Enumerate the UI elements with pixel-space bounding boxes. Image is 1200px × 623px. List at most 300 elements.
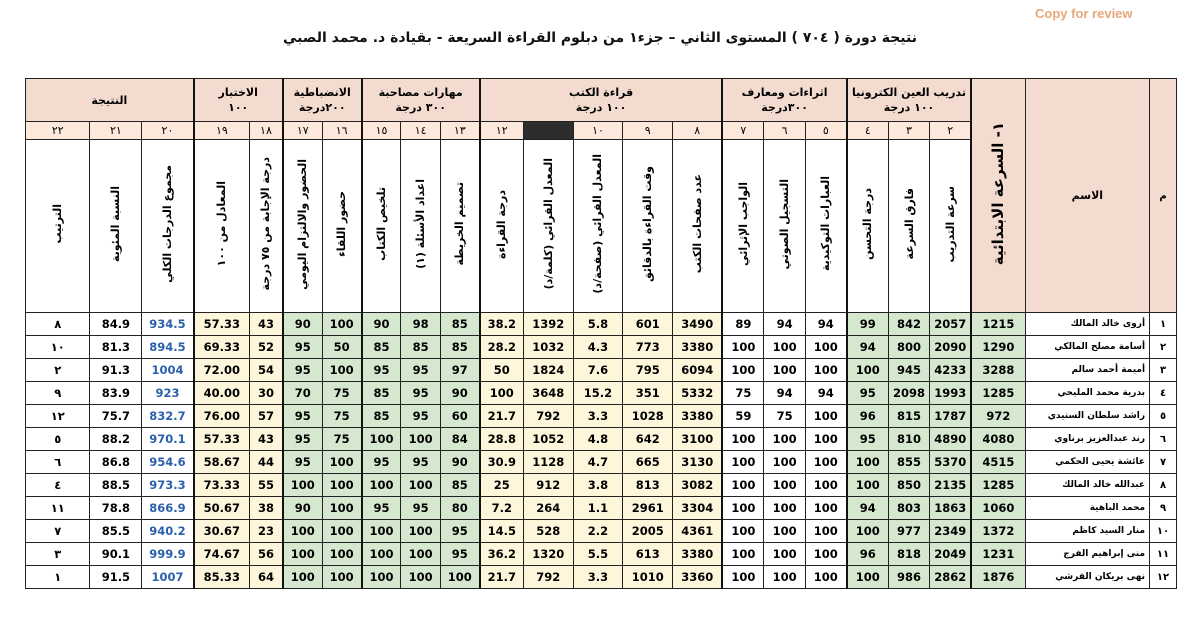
cell-pages: 3360 xyxy=(673,566,723,589)
header-affirmations: العبارات التوكيدية xyxy=(805,140,846,313)
cell-total: 1007 xyxy=(142,566,194,589)
cell-answer-score: 43 xyxy=(250,313,283,336)
cell-meeting: 100 xyxy=(322,543,361,566)
col-number: ٥ xyxy=(805,122,846,140)
col-number: ١٢ xyxy=(480,122,524,140)
cell-pages: 5332 xyxy=(673,382,723,405)
cell-answer-score: 57 xyxy=(250,405,283,428)
cell-index: ١٠ xyxy=(1150,520,1177,543)
cell-questions: 95 xyxy=(401,405,440,428)
cell-map-design: 95 xyxy=(440,520,479,543)
cell-rate-words: 1128 xyxy=(523,451,573,474)
cell-reading-score: 7.2 xyxy=(480,497,524,520)
table-row xyxy=(26,313,1177,336)
cell-pages: 3380 xyxy=(673,336,723,359)
cell-rate-words: 1032 xyxy=(523,336,573,359)
cell-rank: ١ xyxy=(26,566,90,589)
table-row xyxy=(26,474,1177,497)
cell-equivalent: 72.00 xyxy=(194,359,250,382)
cell-reading-time: 773 xyxy=(623,336,673,359)
cell-pages: 3380 xyxy=(673,405,723,428)
cell-enrich-task: 100 xyxy=(722,497,763,520)
cell-improvement: 100 xyxy=(847,520,888,543)
header-pages: عدد صفحات الكتب xyxy=(673,140,723,313)
header-reading-score: درجة القراءة xyxy=(480,140,524,313)
cell-name: منار السيد كاظم xyxy=(1025,520,1149,543)
cell-meeting: 100 xyxy=(322,566,361,589)
cell-percent: 90.1 xyxy=(90,543,142,566)
cell-affirmations: 100 xyxy=(805,566,846,589)
cell-rate-pages: 3.3 xyxy=(573,566,623,589)
cell-map-design: 100 xyxy=(440,566,479,589)
cell-total: 973.3 xyxy=(142,474,194,497)
header-map-design: تصميم الخريطة xyxy=(440,140,479,313)
header-questions: اعداد الأسئلة (١) xyxy=(401,140,440,313)
cell-reading-score: 28.8 xyxy=(480,428,524,451)
header-enrich-task: الواجب الإثرائي xyxy=(722,140,763,313)
cell-reading-score: 36.2 xyxy=(480,543,524,566)
cell-meeting: 100 xyxy=(322,451,361,474)
cell-improvement: 96 xyxy=(847,543,888,566)
cell-training-speed: 1787 xyxy=(930,405,971,428)
cell-pages: 3082 xyxy=(673,474,723,497)
cell-map-design: 90 xyxy=(440,451,479,474)
cell-enrich-task: 59 xyxy=(722,405,763,428)
header-answer-score: درجة الإجابة من ٧٥ درجة xyxy=(250,140,283,313)
cell-questions: 100 xyxy=(401,474,440,497)
cell-daily: 100 xyxy=(283,520,322,543)
cell-audio: 100 xyxy=(764,451,805,474)
cell-training-speed: 4890 xyxy=(930,428,971,451)
cell-map-design: 84 xyxy=(440,428,479,451)
cell-index: ٣ xyxy=(1150,359,1177,382)
cell-training-speed: 2090 xyxy=(930,336,971,359)
header-rank: الترتيب xyxy=(26,140,90,313)
cell-affirmations: 100 xyxy=(805,543,846,566)
cell-name: رند عبدالعزيز برناوي xyxy=(1025,428,1149,451)
cell-questions: 100 xyxy=(401,520,440,543)
cell-percent: 91.5 xyxy=(90,566,142,589)
cell-equivalent: 57.33 xyxy=(194,428,250,451)
cell-name: أروى خالد المالك xyxy=(1025,313,1149,336)
header-training-speed: سرعة التدريب xyxy=(930,140,971,313)
cell-training-speed: 2349 xyxy=(930,520,971,543)
cell-equivalent: 74.67 xyxy=(194,543,250,566)
cell-pages: 3304 xyxy=(673,497,723,520)
cell-percent: 75.7 xyxy=(90,405,142,428)
cell-rate-words: 528 xyxy=(523,520,573,543)
group-discipline: الانضباطية ٢٠٠درجة xyxy=(283,79,362,122)
col-number: ٢١ xyxy=(90,122,142,140)
cell-speed-diff: 855 xyxy=(888,451,929,474)
cell-summary: 95 xyxy=(362,497,401,520)
header-rate-pages: المعدل القرائي (صفحة/د) xyxy=(573,140,623,313)
cell-name: أسامة مصلح المالكي xyxy=(1025,336,1149,359)
cell-name: عبدالله خالد المالك xyxy=(1025,474,1149,497)
cell-reading-time: 2005 xyxy=(623,520,673,543)
cell-meeting: 100 xyxy=(322,474,361,497)
cell-index: ٧ xyxy=(1150,451,1177,474)
cell-total: 970.1 xyxy=(142,428,194,451)
cell-index: ٤ xyxy=(1150,382,1177,405)
cell-percent: 78.8 xyxy=(90,497,142,520)
header-improvement: درجة التحسن xyxy=(847,140,888,313)
cell-rate-pages: 15.2 xyxy=(573,382,623,405)
cell-rank: ٧ xyxy=(26,520,90,543)
cell-total: 999.9 xyxy=(142,543,194,566)
header-reading-time: وقت القراءة بالدقائق xyxy=(623,140,673,313)
table-row xyxy=(26,336,1177,359)
cell-reading-score: 21.7 xyxy=(480,405,524,428)
cell-improvement: 95 xyxy=(847,382,888,405)
page-title: نتيجة دورة ( ٧٠٤ ) المستوى الثاني – جزء١ من دبلوم القراءة السريعة - بقيادة د. محمد الصبي xyxy=(283,30,917,46)
cell-answer-score: 23 xyxy=(250,520,283,543)
cell-name: نهى بريكان القرشي xyxy=(1025,566,1149,589)
cell-reading-score: 14.5 xyxy=(480,520,524,543)
cell-rate-pages: 1.1 xyxy=(573,497,623,520)
cell-affirmations: 100 xyxy=(805,451,846,474)
cell-meeting: 50 xyxy=(322,336,361,359)
cell-rate-words: 912 xyxy=(523,474,573,497)
cell-total: 940.2 xyxy=(142,520,194,543)
cell-enrich-task: 100 xyxy=(722,566,763,589)
cell-daily: 95 xyxy=(283,405,322,428)
cell-equivalent: 69.33 xyxy=(194,336,250,359)
col-number: ١٥ xyxy=(362,122,401,140)
col-number: ١٦ xyxy=(322,122,361,140)
cell-map-design: 95 xyxy=(440,543,479,566)
cell-meeting: 100 xyxy=(322,313,361,336)
cell-audio: 100 xyxy=(764,566,805,589)
cell-answer-score: 38 xyxy=(250,497,283,520)
cell-answer-score: 64 xyxy=(250,566,283,589)
cell-reading-time: 642 xyxy=(623,428,673,451)
cell-name: بدرية محمد المليحي xyxy=(1025,382,1149,405)
header-audio: التسجيل الصوتي xyxy=(764,140,805,313)
cell-rate-words: 1052 xyxy=(523,428,573,451)
cell-answer-score: 43 xyxy=(250,428,283,451)
cell-improvement: 95 xyxy=(847,428,888,451)
cell-name: منى إبراهيم الفرج xyxy=(1025,543,1149,566)
cell-total: 832.7 xyxy=(142,405,194,428)
cell-training-speed: 1993 xyxy=(930,382,971,405)
cell-initial-speed: 1215 xyxy=(971,313,1025,336)
cell-daily: 90 xyxy=(283,497,322,520)
cell-reading-time: 601 xyxy=(623,313,673,336)
cell-rank: ٥ xyxy=(26,428,90,451)
cell-training-speed: 5370 xyxy=(930,451,971,474)
cell-affirmations: 100 xyxy=(805,474,846,497)
cell-reading-time: 2961 xyxy=(623,497,673,520)
cell-speed-diff: 945 xyxy=(888,359,929,382)
cell-reading-score: 100 xyxy=(480,382,524,405)
cell-improvement: 100 xyxy=(847,566,888,589)
cell-initial-speed: 1285 xyxy=(971,474,1025,497)
cell-rate-words: 1392 xyxy=(523,313,573,336)
col-number: ٢٢ xyxy=(26,122,90,140)
cell-affirmations: 100 xyxy=(805,336,846,359)
header-daily: الحضور والالتزام اليومي xyxy=(283,140,322,313)
cell-index: ٦ xyxy=(1150,428,1177,451)
group-enrich: اثراءات ومعارف ٣٠٠درجة xyxy=(722,79,846,122)
cell-percent: 85.5 xyxy=(90,520,142,543)
cell-equivalent: 58.67 xyxy=(194,451,250,474)
col-number: ٣ xyxy=(888,122,929,140)
cell-rank: ٢ xyxy=(26,359,90,382)
cell-daily: 95 xyxy=(283,336,322,359)
cell-affirmations: 100 xyxy=(805,520,846,543)
cell-daily: 95 xyxy=(283,428,322,451)
header-percent: النسبة المئوية xyxy=(90,140,142,313)
cell-improvement: 100 xyxy=(847,474,888,497)
cell-summary: 100 xyxy=(362,474,401,497)
cell-training-speed: 1863 xyxy=(930,497,971,520)
cell-total: 866.9 xyxy=(142,497,194,520)
cell-rate-words: 1824 xyxy=(523,359,573,382)
cell-daily: 100 xyxy=(283,566,322,589)
col-number: ٧ xyxy=(722,122,763,140)
cell-equivalent: 73.33 xyxy=(194,474,250,497)
cell-meeting: 75 xyxy=(322,382,361,405)
cell-total: 934.5 xyxy=(142,313,194,336)
cell-daily: 95 xyxy=(283,359,322,382)
cell-daily: 90 xyxy=(283,313,322,336)
cell-speed-diff: 850 xyxy=(888,474,929,497)
cell-questions: 95 xyxy=(401,382,440,405)
cell-equivalent: 50.67 xyxy=(194,497,250,520)
cell-reading-score: 28.2 xyxy=(480,336,524,359)
cell-meeting: 75 xyxy=(322,405,361,428)
cell-index: ٥ xyxy=(1150,405,1177,428)
cell-rate-pages: 5.5 xyxy=(573,543,623,566)
cell-audio: 100 xyxy=(764,428,805,451)
cell-pages: 4361 xyxy=(673,520,723,543)
cell-audio: 94 xyxy=(764,382,805,405)
cell-reading-score: 25 xyxy=(480,474,524,497)
cell-index: ٩ xyxy=(1150,497,1177,520)
cell-speed-diff: 842 xyxy=(888,313,929,336)
cell-reading-score: 30.9 xyxy=(480,451,524,474)
cell-training-speed: 2862 xyxy=(930,566,971,589)
cell-index: ١٢ xyxy=(1150,566,1177,589)
cell-reading-time: 1010 xyxy=(623,566,673,589)
group-eye: تدريب العين الكترونيا ١٠٠ درجة xyxy=(847,79,971,122)
cell-training-speed: 2049 xyxy=(930,543,971,566)
cell-affirmations: 94 xyxy=(805,313,846,336)
cell-index: ٨ xyxy=(1150,474,1177,497)
cell-rank: ٤ xyxy=(26,474,90,497)
cell-affirmations: 100 xyxy=(805,497,846,520)
cell-initial-speed: 4515 xyxy=(971,451,1025,474)
cell-initial-speed: 1285 xyxy=(971,382,1025,405)
cell-initial-speed: 1231 xyxy=(971,543,1025,566)
cell-meeting: 100 xyxy=(322,520,361,543)
cell-rate-words: 264 xyxy=(523,497,573,520)
cell-index: ١١ xyxy=(1150,543,1177,566)
cell-pages: 3130 xyxy=(673,451,723,474)
cell-rate-pages: 4.8 xyxy=(573,428,623,451)
cell-pages: 6094 xyxy=(673,359,723,382)
cell-map-design: 85 xyxy=(440,336,479,359)
col-number: ٨ xyxy=(673,122,723,140)
cell-audio: 100 xyxy=(764,474,805,497)
group-exam: الاختبار ١٠٠ xyxy=(194,79,283,122)
cell-audio: 100 xyxy=(764,543,805,566)
cell-rank: ٨ xyxy=(26,313,90,336)
cell-daily: 100 xyxy=(283,543,322,566)
header-total: مجموع الدرجات الكلي xyxy=(142,140,194,313)
cell-training-speed: 4233 xyxy=(930,359,971,382)
group-result: النتيجة xyxy=(26,79,194,122)
cell-questions: 98 xyxy=(401,313,440,336)
table-row xyxy=(26,520,1177,543)
cell-total: 954.6 xyxy=(142,451,194,474)
cell-improvement: 96 xyxy=(847,405,888,428)
cell-name: أميمة أحمد سالم xyxy=(1025,359,1149,382)
cell-reading-score: 21.7 xyxy=(480,566,524,589)
col-number: ٢ xyxy=(930,122,971,140)
cell-training-speed: 2057 xyxy=(930,313,971,336)
cell-rate-pages: 3.3 xyxy=(573,405,623,428)
cell-rate-words: 792 xyxy=(523,405,573,428)
cell-audio: 100 xyxy=(764,520,805,543)
cell-name: محمد الباهية xyxy=(1025,497,1149,520)
cell-summary: 100 xyxy=(362,543,401,566)
cell-rank: ٣ xyxy=(26,543,90,566)
cell-questions: 100 xyxy=(401,566,440,589)
cell-initial-speed: 4080 xyxy=(971,428,1025,451)
cell-improvement: 99 xyxy=(847,313,888,336)
cell-speed-diff: 818 xyxy=(888,543,929,566)
cell-summary: 95 xyxy=(362,359,401,382)
table-row xyxy=(26,428,1177,451)
cell-speed-diff: 800 xyxy=(888,336,929,359)
cell-speed-diff: 2098 xyxy=(888,382,929,405)
table-row xyxy=(26,497,1177,520)
cell-questions: 95 xyxy=(401,451,440,474)
cell-rate-pages: 4.7 xyxy=(573,451,623,474)
cell-reading-time: 813 xyxy=(623,474,673,497)
cell-map-design: 80 xyxy=(440,497,479,520)
cell-audio: 75 xyxy=(764,405,805,428)
copy-for-review-label: Copy for review xyxy=(1035,6,1133,21)
cell-summary: 85 xyxy=(362,405,401,428)
cell-meeting: 75 xyxy=(322,428,361,451)
cell-equivalent: 40.00 xyxy=(194,382,250,405)
cell-rate-words: 1320 xyxy=(523,543,573,566)
cell-equivalent: 57.33 xyxy=(194,313,250,336)
cell-total: 923 xyxy=(142,382,194,405)
cell-summary: 100 xyxy=(362,566,401,589)
cell-percent: 81.3 xyxy=(90,336,142,359)
results-body xyxy=(26,313,1177,589)
table-row xyxy=(26,359,1177,382)
header-rate-words: المعدل القرائي (كلمة/د) xyxy=(523,140,573,313)
cell-questions: 100 xyxy=(401,428,440,451)
cell-improvement: 94 xyxy=(847,497,888,520)
cell-name: راشد سلطان السنيدي xyxy=(1025,405,1149,428)
cell-answer-score: 30 xyxy=(250,382,283,405)
col-number: ٦ xyxy=(764,122,805,140)
group-books: قراءة الكتب ١٠٠ درجة xyxy=(480,79,723,122)
header-summary: تلخيص الكتاب xyxy=(362,140,401,313)
col-number: ١٠ xyxy=(573,122,623,140)
cell-daily: 100 xyxy=(283,474,322,497)
cell-reading-time: 1028 xyxy=(623,405,673,428)
cell-speed-diff: 986 xyxy=(888,566,929,589)
cell-rate-pages: 5.8 xyxy=(573,313,623,336)
header-equivalent: المعادل من ١٠٠ xyxy=(194,140,250,313)
cell-initial-speed: 1290 xyxy=(971,336,1025,359)
cell-initial-speed: 1060 xyxy=(971,497,1025,520)
cell-summary: 85 xyxy=(362,336,401,359)
cell-audio: 100 xyxy=(764,497,805,520)
cell-percent: 86.8 xyxy=(90,451,142,474)
header-meeting: حضور اللقاء xyxy=(322,140,361,313)
cell-daily: 95 xyxy=(283,451,322,474)
cell-percent: 88.5 xyxy=(90,474,142,497)
cell-rate-pages: 4.3 xyxy=(573,336,623,359)
cell-rate-pages: 7.6 xyxy=(573,359,623,382)
cell-name: عائشة يحيى الحكمي xyxy=(1025,451,1149,474)
cell-meeting: 100 xyxy=(322,497,361,520)
cell-map-design: 90 xyxy=(440,382,479,405)
col-number: ١٨ xyxy=(250,122,283,140)
cell-map-design: 85 xyxy=(440,313,479,336)
cell-enrich-task: 100 xyxy=(722,359,763,382)
header-speed-diff: فارق السرعة xyxy=(888,140,929,313)
cell-answer-score: 55 xyxy=(250,474,283,497)
cell-percent: 83.9 xyxy=(90,382,142,405)
cell-affirmations: 94 xyxy=(805,382,846,405)
header-name: الاسم xyxy=(1025,79,1149,313)
cell-enrich-task: 100 xyxy=(722,520,763,543)
cell-improvement: 94 xyxy=(847,336,888,359)
col-number: ١٤ xyxy=(401,122,440,140)
cell-affirmations: 100 xyxy=(805,359,846,382)
cell-summary: 95 xyxy=(362,451,401,474)
cell-pages: 3380 xyxy=(673,543,723,566)
cell-enrich-task: 100 xyxy=(722,451,763,474)
cell-summary: 85 xyxy=(362,382,401,405)
cell-questions: 95 xyxy=(401,359,440,382)
cell-total: 894.5 xyxy=(142,336,194,359)
cell-rank: ٦ xyxy=(26,451,90,474)
cell-training-speed: 2135 xyxy=(930,474,971,497)
cell-rank: ١٢ xyxy=(26,405,90,428)
col-number: ٩ xyxy=(623,122,673,140)
table-row xyxy=(26,566,1177,589)
cell-daily: 70 xyxy=(283,382,322,405)
table-row xyxy=(26,405,1177,428)
cell-map-design: 60 xyxy=(440,405,479,428)
table-row xyxy=(26,543,1177,566)
cell-enrich-task: 100 xyxy=(722,543,763,566)
results-sheet xyxy=(25,78,1177,623)
cell-audio: 100 xyxy=(764,336,805,359)
cell-index: ٢ xyxy=(1150,336,1177,359)
cell-answer-score: 56 xyxy=(250,543,283,566)
cell-enrich-task: 89 xyxy=(722,313,763,336)
cell-pages: 3490 xyxy=(673,313,723,336)
cell-speed-diff: 810 xyxy=(888,428,929,451)
cell-reading-time: 665 xyxy=(623,451,673,474)
cell-questions: 95 xyxy=(401,497,440,520)
cell-index: ١ xyxy=(1150,313,1177,336)
cell-percent: 91.3 xyxy=(90,359,142,382)
cell-audio: 94 xyxy=(764,313,805,336)
cell-pages: 3100 xyxy=(673,428,723,451)
